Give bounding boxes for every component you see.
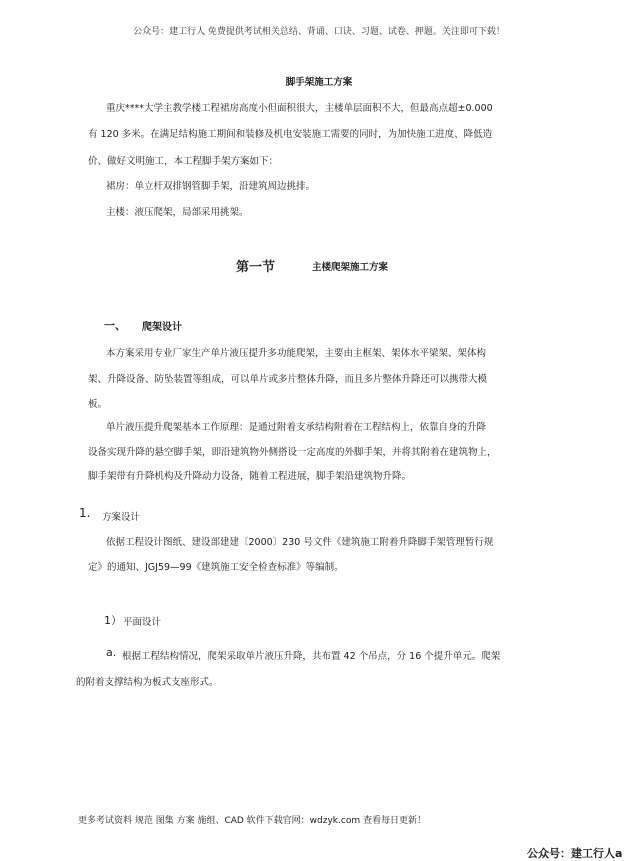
sub1a-marker: a. (106, 646, 117, 659)
para2-line-1: 单片液压提升爬架基本工作原理：是通过附着支承结构附着在工程结构上，依靠自身的升降 (106, 422, 487, 433)
tower-line: 主楼：液压爬架，局部采用挑架。 (106, 207, 249, 218)
section-title: 主楼爬架施工方案 (312, 262, 389, 273)
item1-line-1: 依据工程设计图纸、建设部建建〔2000〕230 号文件《建筑施工附着升降脚手架管理暂行规 (106, 537, 494, 548)
sub1a-line-1: 根据工程结构情况，爬架采取单片液压升降，共布置 42 个吊点，分 16 个提升单元。爬架 (122, 651, 501, 662)
sub1-number: 1） (104, 614, 122, 627)
section-number: 第一节 (236, 260, 276, 275)
para1-line-2: 架、升降设备、防坠装置等组成，可以单片或多片整体升降，而且多片整体升降还可以携带大模 (88, 374, 488, 385)
heading1-title: 爬架设计 (142, 322, 182, 333)
para2-line-3: 脚手架带有升降机构及升降动力设备，随着工程进展，脚手架沿建筑物升降。 (88, 471, 412, 482)
podium-line: 裙房：单立杆双排钢管脚手架，沿建筑周边挑排。 (106, 181, 316, 192)
sub1-title: 平面设计 (123, 617, 162, 628)
item1-title: 方案设计 (102, 512, 141, 523)
document-title: 脚手架施工方案 (285, 77, 353, 88)
sub1a-line-2: 的附着支撑结构为板式支座形式。 (76, 677, 219, 688)
item1-line-2: 定》的通知、JGJ59—99《建筑施工安全检查标准》等编制。 (88, 562, 344, 573)
para2-line-2: 设备实现升降的悬空脚手架，即沿建筑物外侧搭设一定高度的外脚手架，并将其附着在建筑物上， (88, 447, 497, 458)
para1-line-3: 板。 (88, 399, 108, 410)
para1-line-1: 本方案采用专业厂家生产单片液压提升多功能爬架，主要由主框架、架体水平梁架、架体构 (106, 348, 487, 359)
watermark: 公众号：建工行人a (527, 847, 623, 860)
footer-text: 更多考试资料 规范 图集 方案 施组、CAD 软件下载官网：wdzyk.com 查看每日更新！ (78, 816, 426, 826)
header-notice: 公众号：建工行人 免费提供考试相关总结、背诵、口诀、习题、试卷、押题。关注即可下载！ (133, 27, 505, 37)
intro-line-1: 重庆****大学主教学楼工程裙房高度小但面积很大，主楼单层面积不大，但最高点超±0.000 (106, 103, 493, 114)
item1-number: 1. (79, 506, 91, 520)
heading1-number: 一、 (104, 319, 126, 332)
intro-line-3: 价、做好文明施工，本工程脚手架方案如下： (88, 156, 279, 167)
intro-line-2: 有 120 多米。在满足结构施工期间和装修及机电安装施工需要的同时，为加快施工进度、降低造 (88, 129, 493, 140)
